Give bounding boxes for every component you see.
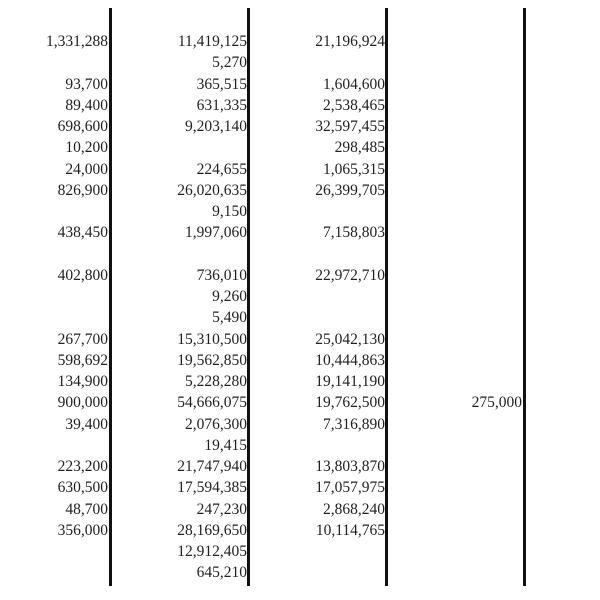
table-cell-col3: 13,803,870 — [315, 458, 385, 475]
table-cell-col2: 736,010 — [196, 266, 247, 284]
table-cell-col1: 39,400 — [65, 415, 108, 433]
table-row — [0, 116, 600, 137]
table-cell-col2: 54,666,075 — [177, 394, 247, 412]
table-row — [0, 414, 600, 435]
table-row — [0, 74, 600, 95]
table-cell-col2: 1,997,060 — [185, 224, 247, 242]
table-cell-col3: 298,485 — [334, 139, 385, 157]
table-cell-col1: 89,400 — [65, 96, 108, 114]
table-row — [0, 31, 600, 52]
table-row — [0, 286, 600, 307]
table-cell-col3: 32,597,455 — [315, 118, 385, 135]
table-row — [0, 137, 600, 158]
table-cell-col1: 826,900 — [57, 181, 108, 199]
table-cell-col2: 19,562,850 — [177, 351, 247, 369]
table-cell-col2: 9,150 — [212, 203, 247, 220]
table-cell-col1: 24,000 — [65, 160, 108, 178]
table-cell-col3: 19,141,190 — [315, 373, 385, 390]
table-cell-col3: 26,399,705 — [315, 181, 385, 199]
table-cell-col3: 19,762,500 — [315, 394, 385, 412]
table-cell-col3: 2,538,465 — [323, 96, 385, 114]
table-cell-col1: 93,700 — [65, 75, 108, 93]
table-cell-col3: 22,972,710 — [315, 266, 385, 284]
table-row — [0, 244, 600, 265]
table-cell-col3: 1,604,600 — [323, 75, 385, 93]
table-cell-col2: 247,230 — [196, 500, 247, 518]
table-row — [0, 541, 600, 562]
table-cell-col1: 630,500 — [57, 479, 108, 497]
table-cell-col3: 10,114,765 — [315, 521, 385, 539]
table-cell-col2: 365,515 — [196, 75, 247, 93]
table-row — [0, 159, 600, 180]
table-row — [0, 180, 600, 201]
table-cell-col2: 19,415 — [204, 436, 247, 454]
table-cell-col3: 2,868,240 — [323, 500, 385, 518]
table-row — [0, 392, 600, 413]
table-row — [0, 499, 600, 520]
table-cell-col1: 134,900 — [57, 373, 108, 390]
table-cell-col2: 26,020,635 — [177, 181, 247, 199]
table-cell-col3: 7,158,803 — [323, 224, 385, 242]
table-cell-col2: 28,169,650 — [177, 521, 247, 539]
table-cell-col1: 48,700 — [65, 500, 108, 518]
table-cell-col1: 900,000 — [57, 394, 108, 412]
table-cell-col3: 25,042,130 — [315, 330, 385, 348]
table-cell-col2: 631,335 — [196, 96, 247, 114]
table-row — [0, 329, 600, 350]
table-cell-col2: 9,203,140 — [185, 118, 247, 135]
table-cell-col3: 7,316,890 — [323, 415, 385, 433]
table-row — [0, 222, 600, 243]
table-cell-col2: 21,747,940 — [177, 458, 247, 475]
table-row — [0, 371, 600, 392]
table-row — [0, 201, 600, 222]
table-cell-col1: 267,700 — [57, 330, 108, 348]
table-cell-col2: 11,419,125 — [177, 33, 247, 50]
table-cell-col1: 1,331,288 — [46, 33, 108, 50]
table-cell-col2: 2,076,300 — [185, 415, 247, 433]
table-cell-col2: 9,260 — [212, 288, 247, 305]
numeric-table — [0, 31, 600, 584]
table-cell-col1: 438,450 — [57, 224, 108, 242]
table-cell-col2: 12,912,405 — [177, 543, 247, 560]
table-cell-col1: 698,600 — [57, 118, 108, 135]
table-cell-col4: 275,000 — [471, 394, 522, 412]
table-cell-col1: 402,800 — [57, 266, 108, 284]
table-cell-col3: 21,196,924 — [315, 33, 385, 50]
table-cell-col3: 17,057,975 — [315, 479, 385, 497]
table-cell-col2: 5,490 — [212, 309, 247, 327]
table-row — [0, 477, 600, 498]
table-row — [0, 456, 600, 477]
table-cell-col3: 1,065,315 — [323, 160, 385, 178]
table-cell-col2: 15,310,500 — [177, 330, 247, 348]
table-row — [0, 435, 600, 456]
table-row — [0, 52, 600, 73]
table-cell-col1: 223,200 — [57, 458, 108, 475]
table-cell-col2: 5,228,280 — [185, 373, 247, 390]
table-cell-col1: 598,692 — [57, 351, 108, 369]
table-row — [0, 265, 600, 286]
table-row — [0, 95, 600, 116]
table-cell-col3: 10,444,863 — [315, 351, 385, 369]
table-cell-col2: 645,210 — [196, 564, 247, 582]
table-row — [0, 562, 600, 583]
table-cell-col2: 5,270 — [212, 54, 247, 72]
table-row — [0, 350, 600, 371]
table-cell-col2: 17,594,385 — [177, 479, 247, 497]
table-cell-col1: 356,000 — [57, 521, 108, 539]
table-cell-col2: 224,655 — [196, 160, 247, 178]
table-cell-col1: 10,200 — [65, 139, 108, 157]
table-row — [0, 307, 600, 328]
table-row — [0, 520, 600, 541]
